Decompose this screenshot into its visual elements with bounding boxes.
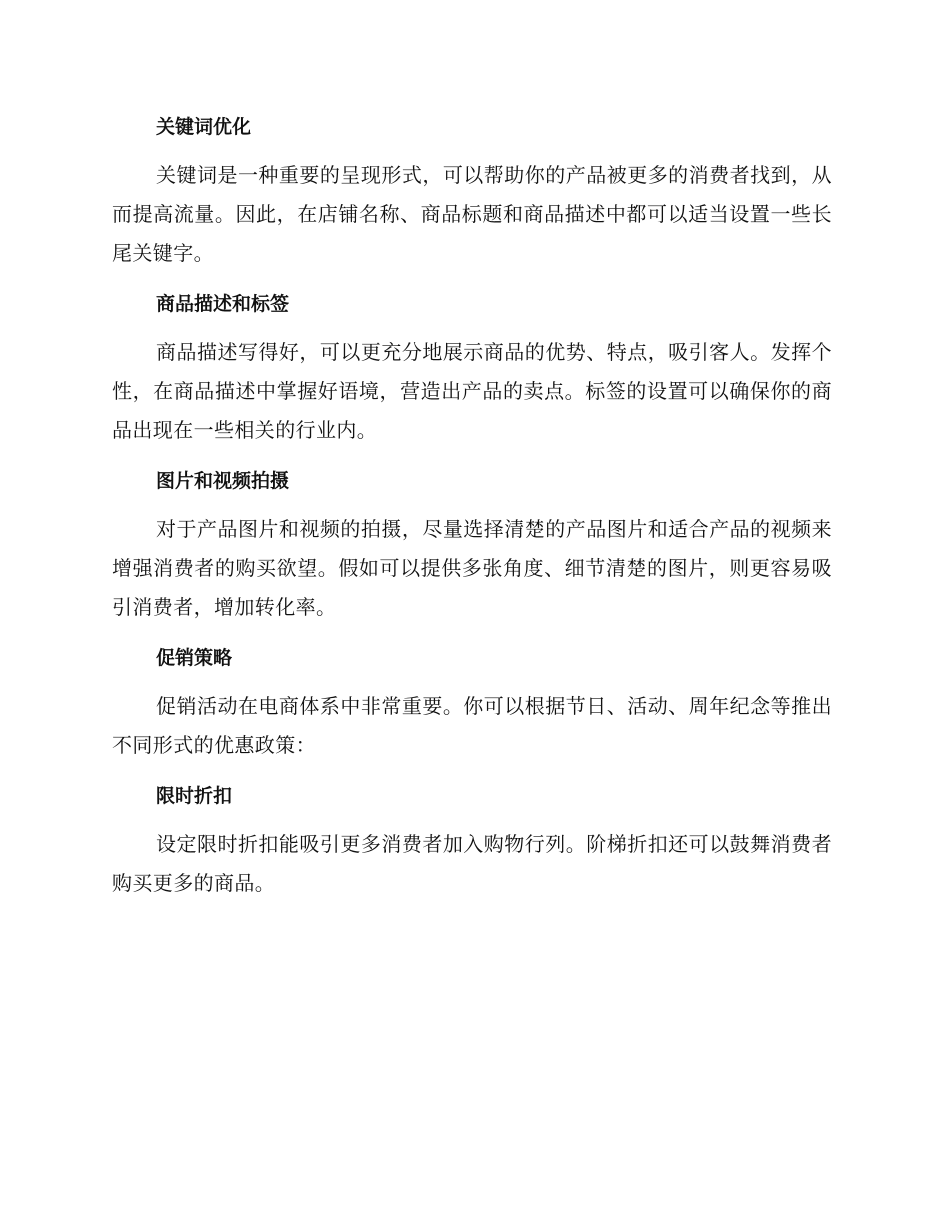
section-heading: 图片和视频拍摄 [156, 470, 290, 492]
section-keyword-optimization [112, 108, 832, 273]
section-heading: 关键词优化 [156, 116, 252, 138]
section-product-description-tags [112, 285, 832, 450]
section-promotion-strategy [112, 639, 832, 765]
section-photo-video [112, 462, 832, 627]
section-limited-discount [112, 777, 832, 903]
section-heading: 商品描述和标签 [156, 293, 290, 315]
section-paragraph: 关键词是一种重要的呈现形式，可以帮助你的产品被更多的消费者找到，从而提高流量。因此，在店铺名称、商品标题和商品描述中都可以适当设置一些长尾关键字。 [112, 163, 832, 265]
section-heading: 限时折扣 [156, 785, 233, 807]
document-content [112, 108, 832, 915]
section-paragraph: 设定限时折扣能吸引更多消费者加入购物行列。阶梯折扣还可以鼓舞消费者购买更多的商品。 [112, 832, 832, 895]
section-heading: 促销策略 [156, 647, 233, 669]
section-paragraph: 对于产品图片和视频的拍摄，尽量选择清楚的产品图片和适合产品的视频来增强消费者的购买欲望。假如可以提供多张角度、细节清楚的图片，则更容易吸引消费者，增加转化率。 [112, 517, 832, 619]
section-paragraph: 商品描述写得好，可以更充分地展示商品的优势、特点，吸引客人。发挥个性，在商品描述中掌握好语境，营造出产品的卖点。标签的设置可以确保你的商品出现在一些相关的行业内。 [112, 340, 832, 442]
section-paragraph: 促销活动在电商体系中非常重要。你可以根据节日、活动、周年纪念等推出不同形式的优惠政策： [112, 694, 832, 757]
